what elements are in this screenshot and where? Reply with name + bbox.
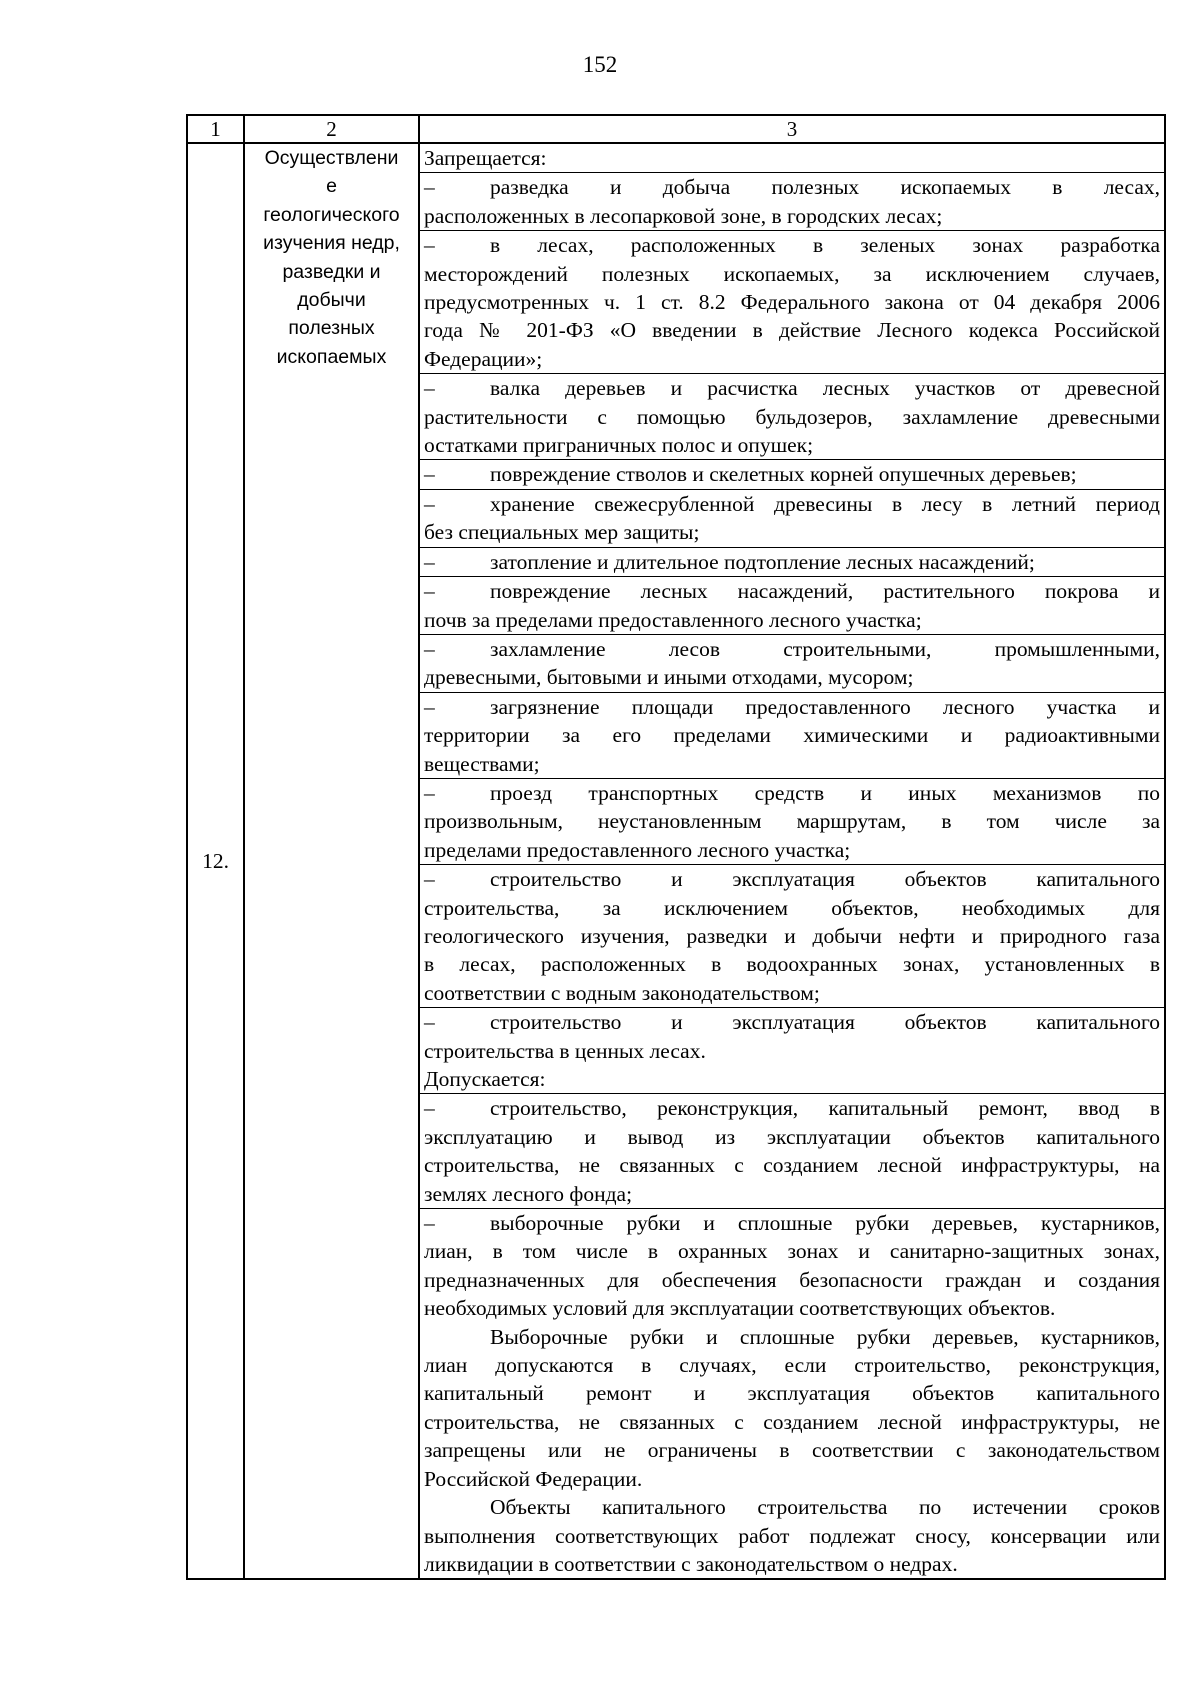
text-line: расположенных в лесопарковой зоне, в городских лесах; — [424, 203, 943, 228]
text-line: повреждение стволов и скелетных корней опушечных деревьев; — [490, 462, 1077, 487]
text-line: строительства в ценных лесах. — [424, 1038, 706, 1063]
text-line: запрещены или не ограничены в соответствии с законодательством — [424, 1438, 1160, 1463]
activity-line: геологического — [263, 203, 400, 226]
regulation-table — [186, 114, 1166, 1580]
list-item — [420, 1093, 1164, 1208]
text-line: захламление лесов строительными, промышленными, — [490, 636, 1160, 661]
text-line: необходимых условий для эксплуатации соответствующих объектов. — [424, 1296, 1056, 1321]
list-item — [420, 1007, 1164, 1065]
text-line: Российской Федерации. — [424, 1466, 643, 1491]
list-item — [420, 576, 1164, 634]
header-col-2: 2 — [244, 115, 419, 143]
list-item — [420, 864, 1164, 1007]
list-item — [420, 692, 1164, 778]
text-line: растительности с помощью бульдозеров, захламление древесными — [424, 404, 1160, 429]
activity-cell — [244, 143, 419, 1579]
dash-marker: – — [424, 636, 435, 661]
text-line: произвольным, неустановленным маршрутам, в том числе за — [424, 809, 1160, 834]
text-line: загрязнение площади предоставленного лесного участка и — [490, 694, 1160, 719]
dash-marker: – — [424, 1096, 435, 1121]
activity-line: ископаемых — [276, 345, 387, 368]
dash-marker: – — [424, 376, 435, 401]
activity-line: добычи — [297, 289, 366, 312]
text-line: ликвидации в соответствии с законодательством о недрах. — [424, 1551, 958, 1576]
page-number: 152 — [582, 52, 618, 77]
text-line: строительства, не связанных с созданием лесной инфраструктуры, на — [424, 1153, 1160, 1178]
text-line: предусмотренных ч. 1 ст. 8.2 Федерального закона от 04 декабря 2006 — [424, 290, 1160, 315]
text-line: повреждение лесных насаждений, растительного покрова и — [490, 579, 1160, 604]
dash-marker: – — [424, 462, 435, 487]
text-line: выборочные рубки и сплошные рубки деревьев, кустарников, — [490, 1211, 1160, 1236]
text-line: месторождений полезных ископаемых, за исключением случаев, — [424, 261, 1160, 286]
list-item — [420, 778, 1164, 864]
text-line: Федерации»; — [424, 346, 543, 371]
table-row — [187, 143, 1165, 1579]
section-heading: Допускается: — [424, 1067, 546, 1091]
dash-marker: – — [424, 491, 435, 516]
text-line: затопление и длительное подтопление лесных насаждений; — [490, 549, 1035, 574]
text-line: остатками приграничных полос и опушек; — [424, 433, 814, 458]
text-line: веществами; — [424, 751, 540, 776]
text-line: разведка и добыча полезных ископаемых в лесах, — [490, 175, 1160, 200]
dash-marker: – — [424, 1010, 435, 1035]
dash-marker: – — [424, 780, 435, 805]
activity-line: е — [326, 175, 337, 198]
dash-marker: – — [424, 233, 435, 258]
text-line: древесными, бытовыми и иными отходами, мусором; — [424, 665, 914, 690]
activity-line: изучения недр, — [263, 232, 400, 255]
list-item — [420, 230, 1164, 373]
text-line: предназначенных для обеспечения безопасности граждан и создания — [424, 1267, 1160, 1292]
list-item — [420, 459, 1164, 488]
text-line: лиан, в том числе в охранных зонах и санитарно-защитных зонах, — [424, 1239, 1160, 1264]
text-line: строительства, за исключением объектов, необходимых для — [424, 895, 1160, 920]
list-item — [420, 489, 1164, 547]
dash-marker: – — [424, 694, 435, 719]
text-line: лиан допускаются в случаях, если строительство, реконструкция, — [424, 1353, 1160, 1378]
activity-line: полезных — [288, 317, 375, 340]
text-line: территории за его пределами химическими и радиоактивными — [424, 723, 1160, 748]
text-line: соответствии с водным законодательством; — [424, 980, 820, 1005]
paragraph — [424, 1323, 1160, 1493]
list-item — [420, 1208, 1164, 1323]
list-item — [420, 373, 1164, 459]
text-line: проезд транспортных средств и иных механизмов по — [490, 780, 1160, 805]
list-item — [420, 634, 1164, 692]
text-line: без специальных мер защиты; — [424, 520, 700, 545]
text-line: почв за пределами предоставленного лесного участка; — [424, 607, 922, 632]
text-line: строительства, не связанных с созданием лесной инфраструктуры, не — [424, 1409, 1160, 1434]
text-line: в лесах, расположенных в водоохранных зонах, установленных в — [424, 952, 1160, 977]
text-line: эксплуатацию и вывод из эксплуатации объектов капитального — [424, 1124, 1160, 1149]
list-item — [420, 547, 1164, 576]
row-number: 12. — [187, 143, 244, 1579]
activity-line: Осуществлени — [264, 147, 399, 169]
text-line: Выборочные рубки и сплошные рубки деревьев, кустарников, — [490, 1324, 1160, 1349]
text-line: строительство, реконструкция, капитальный ремонт, ввод в — [490, 1096, 1160, 1121]
list-item — [420, 172, 1164, 230]
dash-marker: – — [424, 549, 435, 574]
dash-marker: – — [424, 579, 435, 604]
table-header-row — [187, 115, 1165, 143]
text-line: капитальный ремонт и эксплуатация объектов капитального — [424, 1381, 1160, 1406]
activity-line: разведки и — [282, 260, 381, 283]
header-col-1: 1 — [187, 115, 244, 143]
text-line: геологического изучения, разведки и добычи нефти и природного газа — [424, 923, 1160, 948]
header-col-3: 3 — [419, 115, 1165, 143]
text-line: года № 201-ФЗ «О введении в действие Лесного кодекса Российской — [424, 318, 1160, 343]
paragraph — [424, 1493, 1160, 1578]
text-line: в лесах, расположенных в зеленых зонах разработка — [490, 233, 1160, 258]
dash-marker: – — [424, 867, 435, 892]
text-line: хранение свежесрубленной древесины в лесу в летний период — [490, 491, 1160, 516]
text-line: выполнения соответствующих работ подлежат сносу, консервации или — [424, 1523, 1160, 1548]
section-heading: Запрещается: — [424, 146, 547, 170]
dash-marker: – — [424, 175, 435, 200]
text-line: пределами предоставленного лесного участка; — [424, 837, 851, 862]
text-line: землях лесного фонда; — [424, 1181, 633, 1206]
text-line: валка деревьев и расчистка лесных участков от древесной — [490, 376, 1160, 401]
text-line: строительство и эксплуатация объектов капитального — [490, 1010, 1160, 1035]
content-cell — [419, 143, 1165, 1579]
text-line: Объекты капитального строительства по истечении сроков — [490, 1495, 1160, 1520]
text-line: строительство и эксплуатация объектов капитального — [490, 867, 1160, 892]
dash-marker: – — [424, 1211, 435, 1236]
